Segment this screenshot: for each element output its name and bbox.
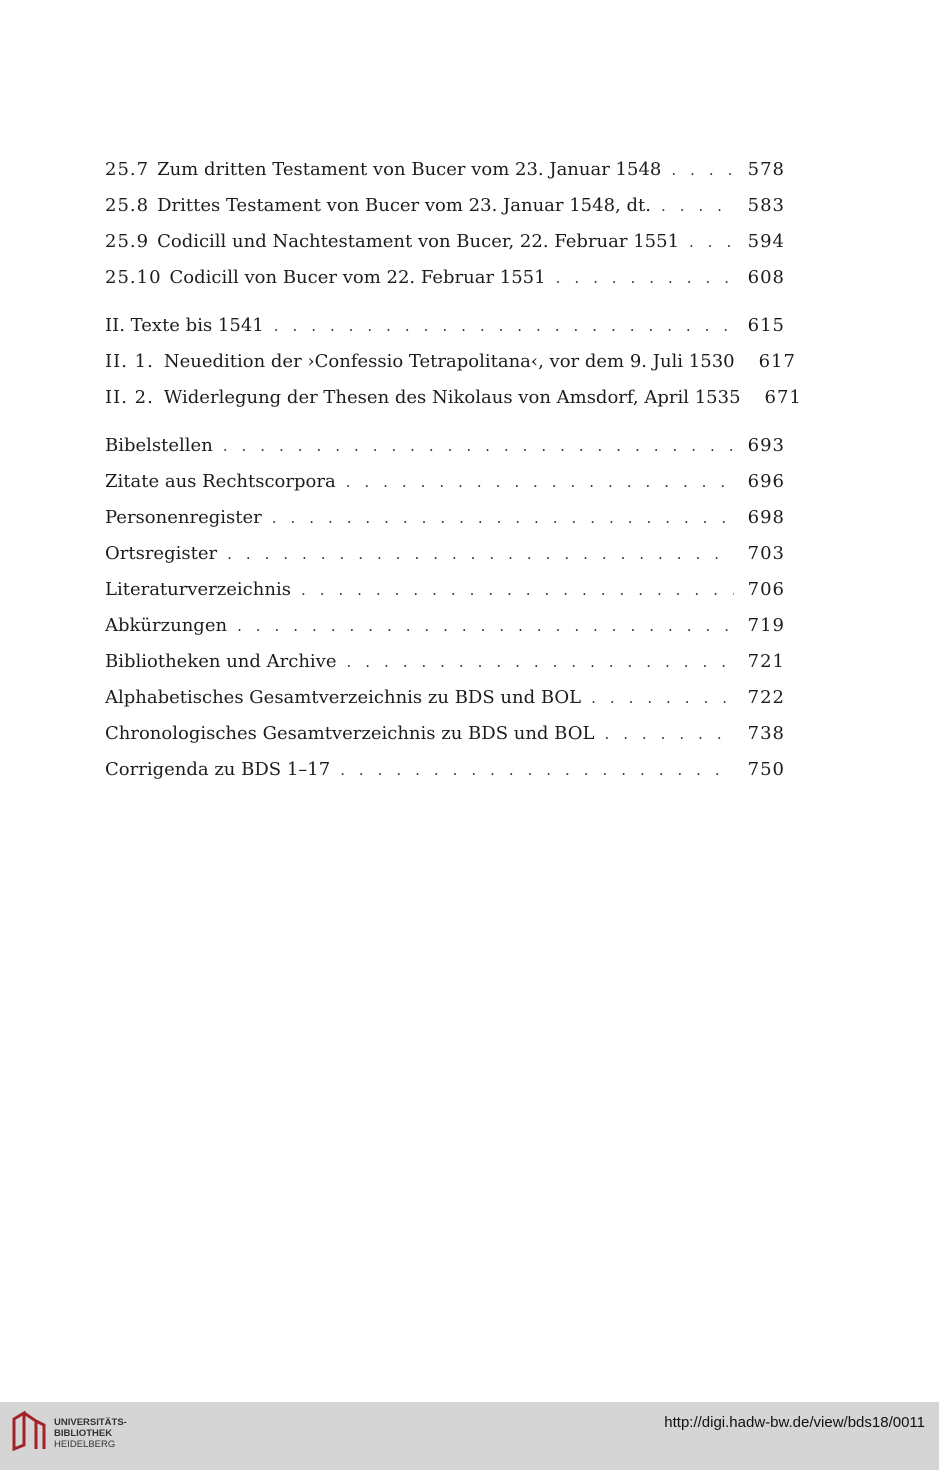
- toc-entry[interactable]: [105, 188, 785, 224]
- toc-entry-number: II. 2.: [105, 387, 154, 408]
- toc-entry-page: 738: [747, 723, 785, 744]
- toc-entry-title: Chronologisches Gesamtverzeichnis zu BDS und BOL: [105, 723, 595, 744]
- toc-entry-title: Literaturverzeichnis: [105, 579, 291, 600]
- dot-leader: [346, 464, 734, 500]
- dot-leader: [556, 260, 734, 296]
- toc-entry-number: 25.8: [105, 195, 150, 216]
- dot-leader: [223, 428, 734, 464]
- toc-entry-title: Zum dritten Testament von Bucer vom 23. Januar 1548: [157, 159, 662, 180]
- toc-entry-page: 719: [747, 615, 785, 636]
- dot-leader: [671, 152, 733, 188]
- toc-entry-number: 25.7: [105, 159, 150, 180]
- toc-entry[interactable]: [105, 464, 785, 500]
- toc-entry[interactable]: [105, 380, 802, 416]
- toc-entry[interactable]: [105, 152, 785, 188]
- toc-entry[interactable]: [105, 500, 785, 536]
- toc-entry-title: Neuedition der ›Confessio Tetrapolitana‹, vor dem 9. Juli 1530: [163, 351, 735, 372]
- dot-leader: [274, 308, 734, 344]
- toc-entry[interactable]: [105, 260, 785, 296]
- toc-entry-title: Codicill von Bucer vom 22. Februar 1551: [169, 267, 546, 288]
- toc-entry-page: 696: [747, 471, 785, 492]
- toc-entry-page: 671: [764, 387, 802, 408]
- toc-entry-title: Bibliotheken und Archive: [105, 651, 337, 672]
- toc-entry[interactable]: [105, 572, 785, 608]
- toc-entry-number: II. 1.: [105, 351, 154, 372]
- library-logo-text: [54, 1417, 127, 1450]
- toc-entry-title: Zitate aus Rechtscorpora: [105, 471, 336, 492]
- dot-leader: [340, 752, 733, 788]
- toc-entry-title: Corrigenda zu BDS 1–17: [105, 759, 331, 780]
- toc-entry[interactable]: [105, 608, 785, 644]
- toc-entry-title: Alphabetisches Gesamtverzeichnis zu BDS und BOL: [105, 687, 582, 708]
- dot-leader: [347, 644, 734, 680]
- logo-line-1: UNIVERSITÄTS-: [54, 1417, 127, 1428]
- dot-leader: [301, 572, 734, 608]
- toc-entry[interactable]: [105, 752, 785, 788]
- toc-entry-page: 583: [747, 195, 785, 216]
- toc-entry[interactable]: [105, 344, 796, 380]
- logo-line-3: HEIDELBERG: [54, 1439, 116, 1450]
- toc-entry-title: Personenregister: [105, 507, 262, 528]
- toc-entry[interactable]: [105, 716, 785, 752]
- library-logo-icon: [10, 1411, 46, 1451]
- toc-entry-title: Ortsregister: [105, 543, 218, 564]
- dot-leader: [661, 188, 734, 224]
- toc-entry-page: 578: [747, 159, 785, 180]
- toc-entry-title: II. Texte bis 1541: [105, 315, 264, 336]
- toc-entry-number: 25.10: [105, 267, 162, 288]
- dot-leader: [604, 716, 733, 752]
- toc-entry[interactable]: [105, 224, 785, 260]
- dot-leader: [237, 608, 734, 644]
- toc-entry-page: 617: [758, 351, 796, 372]
- toc-section-indexes: [105, 428, 785, 788]
- dot-leader: [272, 500, 734, 536]
- dot-leader: [227, 536, 734, 572]
- toc-entry-title: Drittes Testament von Bucer vom 23. Januar 1548, dt.: [157, 195, 651, 216]
- toc-entry-title: Abkürzungen: [105, 615, 228, 636]
- source-url-link[interactable]: http://digi.hadw-bw.de/view/bds18/0011: [664, 1414, 925, 1431]
- toc-entry-page: 615: [747, 315, 785, 336]
- toc-entry-page: 750: [747, 759, 785, 780]
- toc-entry-page: 608: [747, 267, 785, 288]
- logo-line-2: BIBLIOTHEK: [54, 1428, 113, 1439]
- toc-entry[interactable]: [105, 308, 785, 344]
- toc-entry[interactable]: [105, 680, 785, 716]
- toc-entry-page: 703: [747, 543, 785, 564]
- toc-entry-number: 25.9: [105, 231, 150, 252]
- toc-entry-title: Codicill und Nachtestament von Bucer, 22. Februar 1551: [157, 231, 680, 252]
- toc-entry-title: Bibelstellen: [105, 435, 213, 456]
- toc-section-texts: [105, 308, 802, 416]
- toc-entry-page: 698: [747, 507, 785, 528]
- toc-entry-page: 706: [747, 579, 785, 600]
- dot-leader: [689, 224, 734, 260]
- toc-entry-title: Widerlegung der Thesen des Nikolaus von Amsdorf, April 1535: [163, 387, 741, 408]
- toc-entry-page: 693: [747, 435, 785, 456]
- toc-entry[interactable]: [105, 644, 785, 680]
- toc-entry[interactable]: [105, 536, 785, 572]
- toc-entry-page: 721: [747, 651, 785, 672]
- footer-bar: [0, 1402, 939, 1470]
- toc-entry-page: 722: [747, 687, 785, 708]
- dot-leader: [591, 680, 734, 716]
- toc-entry-page: 594: [747, 231, 785, 252]
- toc-entry[interactable]: [105, 428, 785, 464]
- toc-section-testaments: [105, 152, 785, 296]
